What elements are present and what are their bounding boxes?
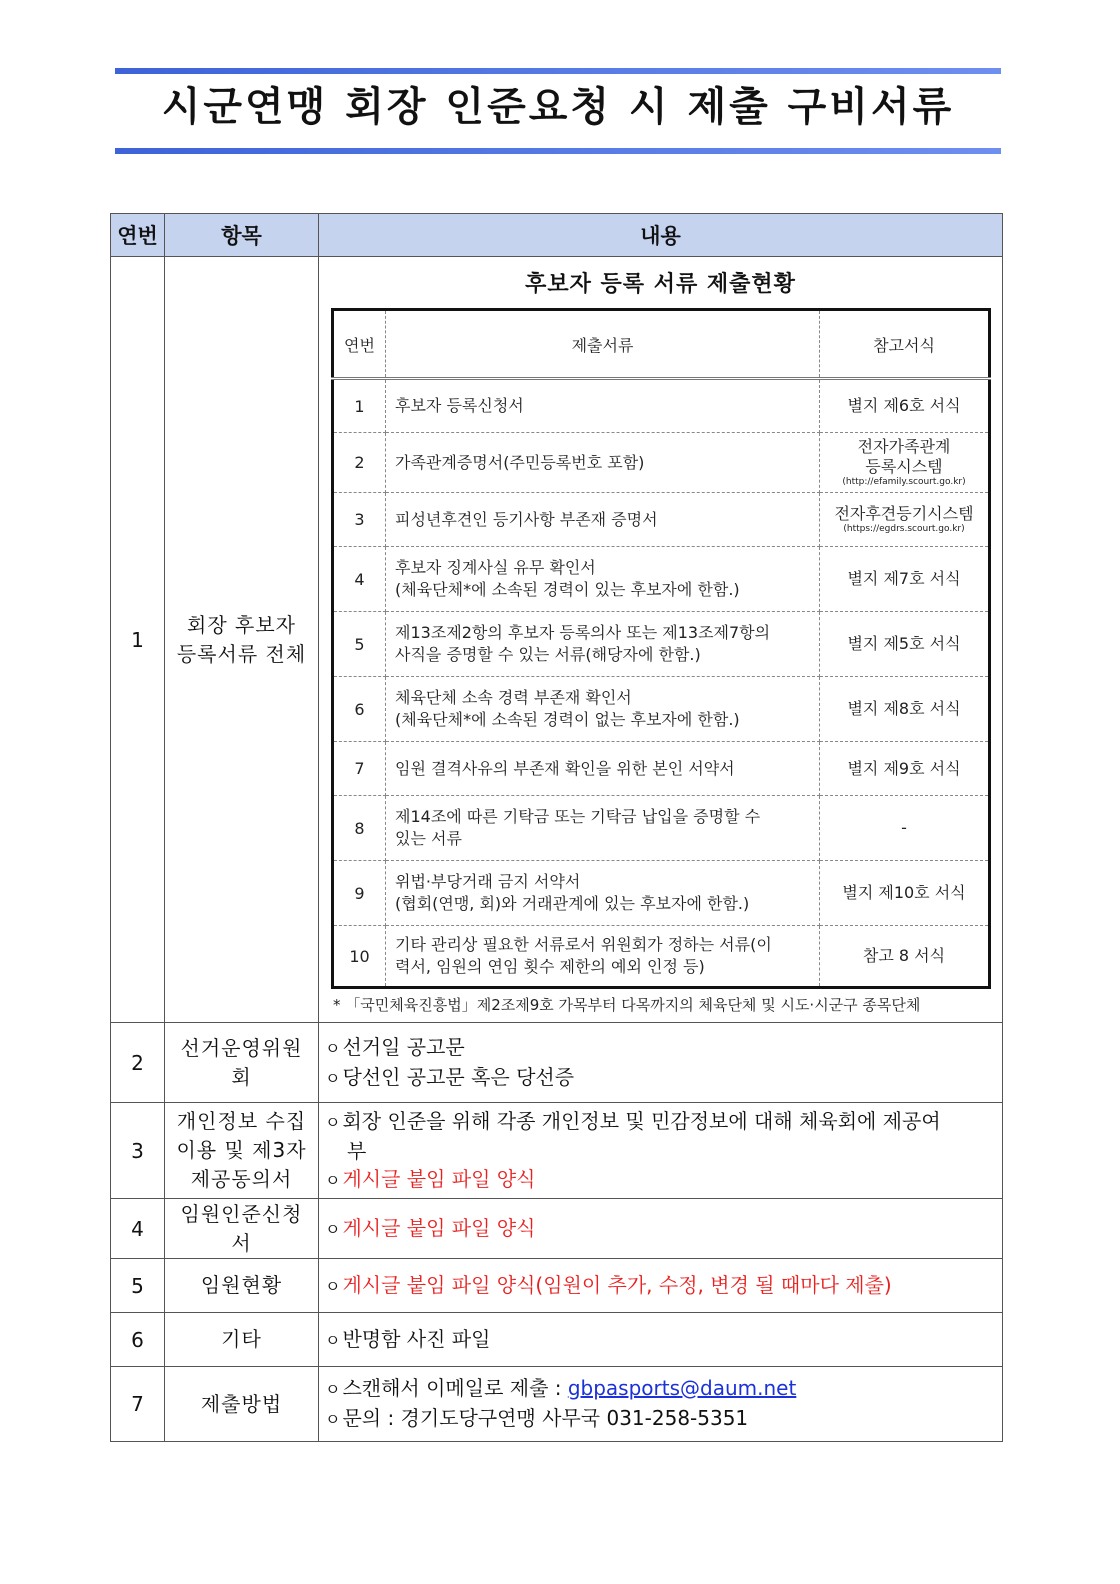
table-row — [111, 1023, 1003, 1103]
doc-row — [333, 861, 990, 926]
doc-row — [333, 433, 990, 493]
doc-ref-url: (http://efamily.scourt.go.kr) — [842, 477, 966, 487]
content-line — [325, 1374, 996, 1404]
page-title: 시군연맹 회장 인준요청 시 제출 구비서류 — [161, 84, 955, 130]
candidate-docs-table — [331, 308, 991, 989]
doc-num: 3 — [333, 493, 386, 547]
item-line: 임원인준신청 — [180, 1201, 303, 1226]
table-row — [111, 1367, 1003, 1442]
doc-ref: 별지 제6호 서식 — [820, 379, 990, 433]
doc-ref: 별지 제9호 서식 — [820, 742, 990, 796]
doc-name: 임원 결격사유의 부존재 확인을 위한 본인 서약서 — [386, 742, 820, 796]
row-item: 제출방법 — [165, 1367, 319, 1442]
doc-name: 가족관계증명서(주민등록번호 포함) — [386, 433, 820, 493]
doc-name — [386, 547, 820, 612]
content-line — [325, 1165, 996, 1195]
documents-table — [110, 213, 1003, 1442]
doc-num: 9 — [333, 861, 386, 926]
title-bar-bottom — [115, 148, 1001, 154]
row-item — [165, 257, 319, 1023]
item-line: 개인정보 수집 — [176, 1109, 307, 1133]
inner-header-num: 연번 — [333, 310, 386, 379]
content-line — [325, 1404, 996, 1434]
row-num: 4 — [111, 1199, 165, 1259]
inner-header-doc: 제출서류 — [386, 310, 820, 379]
content-line — [325, 1214, 996, 1244]
content-text-red: 게시글 붙임 파일 양식 — [342, 1215, 536, 1240]
doc-name — [386, 926, 820, 988]
bullet-icon: ㅇ — [325, 1330, 341, 1350]
title-block — [115, 68, 1001, 154]
row-content — [319, 257, 1003, 1023]
doc-line: (체육단체*에 소속된 경력이 있는 후보자에 한함.) — [395, 580, 740, 599]
content-text-cont: 부 — [347, 1138, 367, 1163]
item-line: 선거운영위원 — [180, 1035, 303, 1060]
item-line: 이용 및 제3자 — [176, 1138, 307, 1162]
row-item — [165, 1199, 319, 1259]
doc-ref-line: 전자가족관계 — [857, 437, 951, 456]
bullet-icon: ㅇ — [325, 1170, 341, 1190]
footnote: * 「국민체육진흥법」제2조제9호 가목부터 다목까지의 체육단체 및 시도·시군구 종목단체 — [333, 996, 921, 1014]
doc-num: 2 — [333, 433, 386, 493]
table-row — [111, 1199, 1003, 1259]
doc-line: 사직을 증명할 수 있는 서류(해당자에 한함.) — [395, 645, 701, 664]
doc-ref-url: (https://egdrs.scourt.go.kr) — [843, 524, 965, 534]
table-row — [111, 1259, 1003, 1313]
row-content — [319, 1199, 1003, 1259]
bullet-icon: ㅇ — [325, 1112, 341, 1132]
doc-line: 후보자 징계사실 유무 확인서 — [395, 558, 596, 577]
row-num: 5 — [111, 1259, 165, 1313]
doc-name — [386, 796, 820, 861]
doc-line: 있는 서류 — [395, 829, 462, 848]
item-line: 제공동의서 — [190, 1167, 293, 1191]
doc-line: 체육단체 소속 경력 부존재 확인서 — [395, 688, 632, 707]
content-text: 스캔해서 이메일로 제출 : — [342, 1376, 568, 1400]
doc-ref: 별지 제10호 서식 — [820, 861, 990, 926]
table-header-row — [111, 214, 1003, 257]
header-num: 연번 — [111, 214, 165, 257]
doc-num: 6 — [333, 677, 386, 742]
row-content — [319, 1023, 1003, 1103]
content-line — [325, 1033, 996, 1063]
doc-num: 1 — [333, 379, 386, 433]
content-line — [325, 1107, 996, 1137]
doc-name — [386, 612, 820, 677]
row-item: 임원현황 — [165, 1259, 319, 1313]
table-row — [111, 257, 1003, 1023]
doc-line: 위법·부당거래 금지 서약서 — [395, 872, 581, 891]
content-text: 회장 인준을 위해 각종 개인정보 및 민감정보에 대해 체육회에 제공여 — [342, 1108, 941, 1133]
doc-ref: 별지 제7호 서식 — [820, 547, 990, 612]
doc-row — [333, 926, 990, 988]
doc-row — [333, 379, 990, 433]
item-line: 회장 후보자 — [187, 612, 296, 637]
doc-line: 력서, 임원의 연임 횟수 제한의 예외 인정 등) — [395, 957, 705, 976]
doc-ref — [820, 493, 990, 547]
doc-ref: 참고 8 서식 — [820, 926, 990, 988]
item-line: 회 — [231, 1064, 252, 1089]
inner-header-ref: 참고서식 — [820, 310, 990, 379]
doc-num: 10 — [333, 926, 386, 988]
doc-num: 7 — [333, 742, 386, 796]
content-text: 반명함 사진 파일 — [342, 1326, 491, 1351]
table-row — [111, 1103, 1003, 1199]
doc-line: 제13조제2항의 후보자 등록의사 또는 제13조제7항의 — [395, 623, 771, 642]
bullet-icon: ㅇ — [325, 1068, 341, 1088]
header-item: 항목 — [165, 214, 319, 257]
doc-line: 제14조에 따른 기탁금 또는 기탁금 납입을 증명할 수 — [395, 807, 761, 826]
header-content: 내용 — [319, 214, 1003, 257]
bullet-icon: ㅇ — [325, 1380, 341, 1399]
content-text: 문의 : 경기도당구연맹 사무국 031-258-5351 — [342, 1406, 749, 1430]
bullet-icon: ㅇ — [325, 1038, 341, 1058]
content-line — [325, 1271, 996, 1301]
row-content — [319, 1313, 1003, 1367]
row-num: 7 — [111, 1367, 165, 1442]
doc-ref — [820, 433, 990, 493]
row-content — [319, 1103, 1003, 1199]
doc-num: 8 — [333, 796, 386, 861]
row-item: 기타 — [165, 1313, 319, 1367]
content-text: 선거일 공고문 — [342, 1034, 465, 1059]
doc-name — [386, 861, 820, 926]
doc-row — [333, 612, 990, 677]
doc-line: 기타 관리상 필요한 서류로서 위원회가 정하는 서류(이 — [395, 935, 772, 954]
row-num: 6 — [111, 1313, 165, 1367]
row-num: 1 — [111, 257, 165, 1023]
row-content — [319, 1367, 1003, 1442]
doc-ref: 별지 제8호 서식 — [820, 677, 990, 742]
content-line — [325, 1325, 996, 1355]
content-text-red: 게시글 붙임 파일 양식 — [342, 1166, 536, 1191]
doc-name — [386, 677, 820, 742]
doc-row — [333, 742, 990, 796]
content-line — [325, 1063, 996, 1093]
doc-ref-line: 등록시스템 — [865, 457, 943, 476]
doc-line: (체육단체*에 소속된 경력이 없는 후보자에 한함.) — [395, 710, 740, 729]
row-item — [165, 1023, 319, 1103]
doc-num: 4 — [333, 547, 386, 612]
bullet-icon: ㅇ — [325, 1276, 341, 1296]
table-row — [111, 1313, 1003, 1367]
row-item — [165, 1103, 319, 1199]
item-line: 서 — [231, 1230, 252, 1255]
doc-line: (협회(연맹, 회)와 거래관계에 있는 후보자에 한함.) — [395, 894, 750, 913]
doc-name: 피성년후견인 등기사항 부존재 증명서 — [386, 493, 820, 547]
doc-row — [333, 493, 990, 547]
item-line: 등록서류 전체 — [176, 641, 307, 666]
doc-num: 5 — [333, 612, 386, 677]
inner-table-title: 후보자 등록 서류 제출현황 — [525, 272, 796, 297]
row-num: 2 — [111, 1023, 165, 1103]
doc-name: 후보자 등록신청서 — [386, 379, 820, 433]
doc-row — [333, 796, 990, 861]
bullet-icon: ㅇ — [325, 1410, 341, 1429]
doc-row — [333, 547, 990, 612]
doc-ref: 별지 제5호 서식 — [820, 612, 990, 677]
email-link[interactable]: gbpasports@daum.net — [567, 1376, 797, 1400]
content-text: 당선인 공고문 혹은 당선증 — [342, 1064, 575, 1089]
doc-ref-line: 전자후견등기시스템 — [834, 504, 974, 523]
bullet-icon: ㅇ — [325, 1219, 341, 1239]
row-num: 3 — [111, 1103, 165, 1199]
content-text-red: 게시글 붙임 파일 양식(임원이 추가, 수정, 변경 될 때마다 제출) — [342, 1272, 892, 1297]
inner-header-row — [333, 310, 990, 379]
row-content — [319, 1259, 1003, 1313]
doc-ref: - — [820, 796, 990, 861]
doc-row — [333, 677, 990, 742]
